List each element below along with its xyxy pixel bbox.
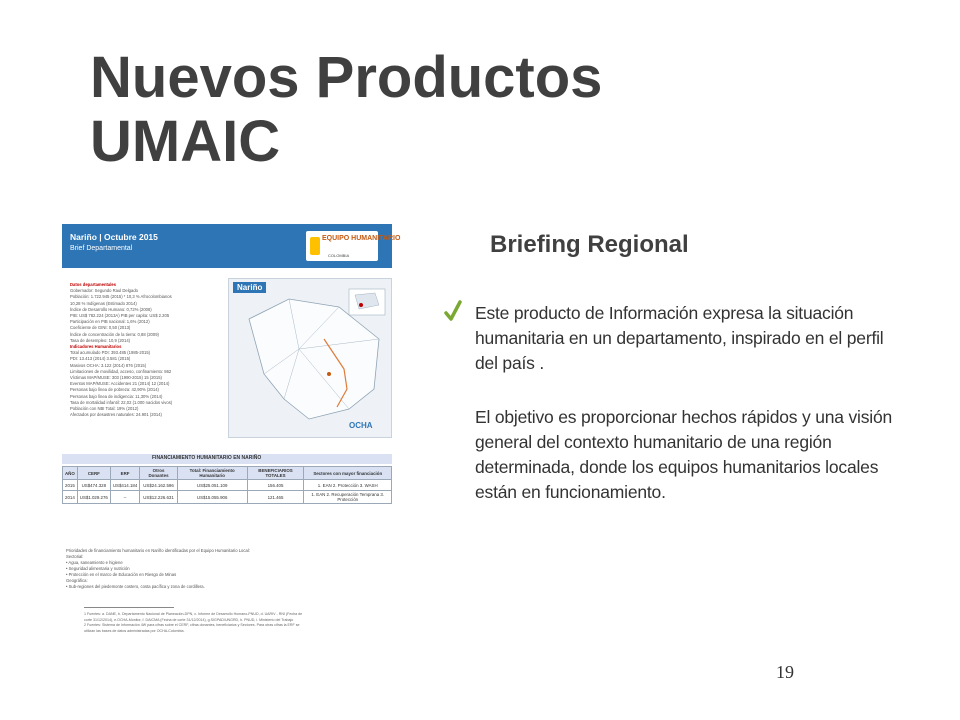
doc-header-title: Nariño | Octubre 2015 [70, 232, 158, 242]
financing-table-title: FINANCIAMIENTO HUMANITARIO EN NARIÑO [152, 455, 262, 461]
table-cell: US$414.184 [110, 480, 139, 491]
priority-line: • Sub-regiones del piedemonte costero, costa pacífica y zona de cordillera. [66, 584, 205, 589]
doc-data-line: Índice de concentración de la tierra: 0,88 (2009) [70, 331, 159, 337]
footnote-line: 2 Fuentes: Sistema de Información 4W para cifras sobre el CERF, cifras donantes, beneficiarios y Sectores. Para otras cifras la ERF se [84, 623, 300, 628]
doc-data-list [70, 282, 220, 418]
table-cell: US$12.226.631 [140, 491, 178, 504]
table-row [63, 491, 392, 504]
doc-data-line: Coeficiente de GINI: 0,50 (2013) [70, 325, 131, 331]
page-number: 19 [776, 662, 794, 682]
priority-line: Prioridades de financiamiento humanitario en Nariño identificadas por el Equipo Humanitario Local: [66, 548, 250, 553]
narino-map [228, 278, 392, 438]
footnote-line: utilizan las bases de datos administradas por OCHA-Colombia. [84, 628, 185, 633]
briefing-regional-heading: Briefing Regional [490, 231, 689, 258]
doc-data-line: Limitaciones de movilidad, acceso, confinamiento: 862 [70, 368, 172, 374]
title-line-2: UMAIC [90, 109, 281, 174]
footnote-line: 1 Fuentes: a. DANE, b. Departamento Nacional de Planeación-DPN, c. Informe de Desarrollo Humano-PNUD, d. UARIV - RNI (Fecha de [84, 612, 303, 616]
table-header: Sectores con mayor financiación [304, 467, 392, 480]
doc-data-line: Tasa de mortalidad infantil: 22,02 (1.000 nacidos vivos) [70, 399, 173, 405]
logo-mark-icon [310, 237, 320, 255]
footnote-divider [84, 607, 174, 608]
table-cell: US$24.162.596 [140, 480, 178, 491]
table-cell: -- [110, 491, 139, 504]
table-cell: US$15.055.906 [177, 491, 247, 504]
logo-subtext: COLOMBIA [328, 253, 350, 258]
table-header: ERF [110, 467, 139, 480]
doc-data-line: Indicadores Humanitarios [70, 344, 122, 350]
doc-data-line: Afectados por desastres naturales: 24.901 (2014) [70, 412, 162, 418]
doc-data-line: Víctimas MAP/MUSE: 303 (1990-2015) 15 (2015) [70, 375, 162, 381]
priority-line: Geográfica: [66, 578, 88, 583]
doc-data-line: Población con NBI Total: 19% (2012) [70, 406, 139, 412]
doc-data-line: Personas bajo línea de pobreza: 42,90% (2014) [70, 387, 159, 393]
table-cell: US$1.029.276 [77, 491, 110, 504]
footnote-line: corte 31/12/2014), e.OCHA-Monitor, f. DAICMA (Fecha de corte 31/12/2014), g.SIGPAD/UNGRD, h. PNUD, i. Ministerio del Trabajo [84, 617, 294, 622]
table-header: CERF [77, 467, 110, 480]
doc-data-line: Personas bajo línea de indigencia: 11,30% (2014) [70, 393, 163, 399]
briefing-document-thumbnail [62, 224, 401, 633]
table-cell: 121.465 [247, 491, 304, 504]
doc-data-line: PIB: US$ 782.224 (2013A) PIB per capita: US$ 2.205 [70, 313, 170, 319]
doc-data-line: Total acumulado PDI: 393.485 (1985-2015) [70, 350, 151, 356]
priority-line: Sectorial: [66, 554, 84, 559]
table-header: Otros Donantes [140, 467, 178, 480]
table-header: AÑO [63, 467, 78, 480]
objective-paragraph: El objetivo es proporcionar hechos rápidos y una visión general del contexto humanitario de una región determinada, donde los equipos humanitarios locales están en funcionamiento. [475, 407, 893, 502]
doc-data-line: Población: 1.722.945 (2015) * 10,3 % Afrocolombianos [70, 294, 172, 300]
table-cell: US$25.051.109 [177, 480, 247, 491]
slide-title [90, 46, 602, 174]
priorities-list [66, 548, 388, 590]
table-cell: 2015 [63, 480, 78, 491]
priority-line: • Protección en el marco de Educación en Riesgo de Minas [66, 572, 177, 577]
footnotes [84, 612, 384, 634]
doc-data-line: Índice de Desarrollo Humano: 0,72% (2008) [70, 306, 152, 312]
table-header-row [63, 467, 392, 480]
table-header: BENEFICIARIOS TOTALES [247, 467, 304, 480]
doc-data-line: 10,28 % Indígenas (Estimado 2014) [70, 300, 137, 306]
table-cell: US$474.328 [77, 480, 110, 491]
description-paragraph: Este producto de Información expresa la situación humanitaria en un departamento, inspirado en el perfil del país . [475, 303, 884, 373]
doc-data-line: Masivos OCHA: 3.122 (2014) 876 (2015) [70, 362, 147, 368]
doc-header [62, 224, 401, 268]
priority-line: • Seguridad alimentaria y nutrición [66, 566, 130, 571]
doc-data-line: PDI: 13.413 (2014) 3.581 (2015) [70, 356, 131, 362]
map-label: Nariño [233, 282, 266, 293]
table-cell: 156.405 [247, 480, 304, 491]
table-cell: 2014 [63, 491, 78, 504]
equipo-humanitario-logo [306, 231, 401, 261]
map-graphic [229, 279, 391, 437]
financing-table [62, 466, 392, 504]
doc-data-line: Tasa de desempleo: 10,9 (2014) [70, 337, 131, 343]
checkmark-icon [443, 299, 463, 323]
ocha-logo: OCHA [349, 421, 373, 430]
table-cell: 1. EAN 2. Protección 3. WASH [304, 480, 392, 491]
title-line-1: Nuevos Productos [90, 45, 603, 110]
table-row [63, 480, 392, 491]
doc-data-line: Participación en PIB nacional: 1,6% (2012) [70, 319, 150, 325]
priority-line: • Agua, saneamiento e higiene [66, 560, 123, 565]
doc-data-line: Eventos MAP/MUSE: Accidentes 21 (2014) 12 (2014) [70, 381, 170, 387]
doc-header-subtitle: Brief Departamental [70, 245, 133, 252]
doc-data-line: Gobernador: Segundo Raul Delgado [70, 288, 138, 294]
doc-data-line: Datos departamentales [70, 282, 117, 287]
table-cell: 1. EAN 2. Recuperación Temprana 3. Protección [304, 491, 392, 504]
table-header: Total: Financiamiento Humanitario [177, 467, 247, 480]
logo-text: EQUIPO HUMANITARIO [322, 235, 401, 242]
